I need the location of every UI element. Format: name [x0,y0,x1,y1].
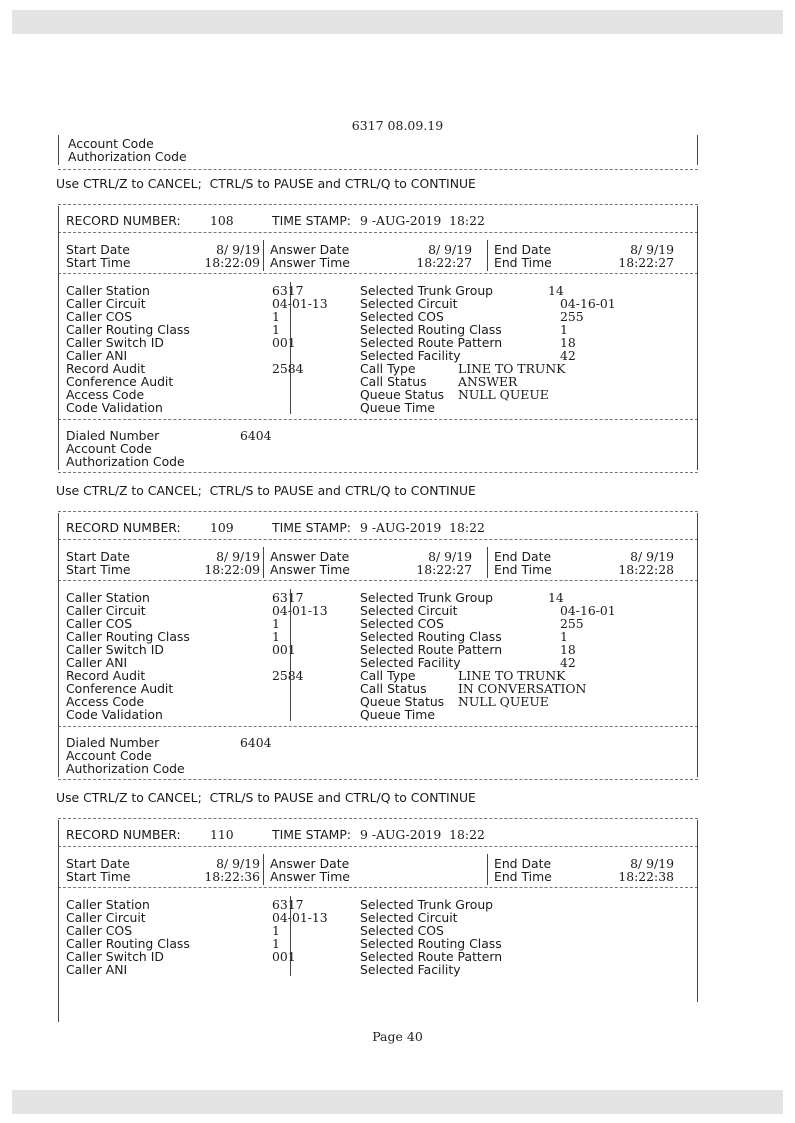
selected-route-pattern: 18 [560,335,576,350]
conference-audit-label: Conference Audit [66,374,174,389]
date-divider-2 [487,854,488,885]
record-header [58,521,698,534]
code-validation-label: Code Validation [66,707,163,722]
authorization-code-line [58,455,698,468]
selected-trunk-group-label: Selected Trunk Group [360,897,494,912]
dashed-rule [58,887,698,888]
start-time: 18:22:36 [204,869,260,884]
access-code-label: Access Code [66,694,145,709]
caller-circuit: 04-01-13 [272,910,328,925]
start-time: 18:22:09 [204,562,260,577]
selected-circuit-label: Selected Circuit [360,296,458,311]
control-notice: Use CTRL/Z to CANCEL; CTRL/S to PAUSE and CTRL/Q to CONTINUE [56,483,476,498]
account-code-label: Account Code [66,748,152,763]
end-date: 8/ 9/19 [630,856,674,871]
caller-routing-class-label: Caller Routing Class [66,322,190,337]
caller-ani-label: Caller ANI [66,962,128,977]
caller-cos-label: Caller COS [66,309,133,324]
right-border [697,820,698,1002]
time-row [58,870,698,883]
dashed-rule [58,818,698,819]
detail-row [58,963,698,976]
call-status: ANSWER [458,374,518,389]
selected-routing-class-label: Selected Routing Class [360,322,502,337]
queue-status-label: Queue Status [360,694,445,709]
call-status-label: Call Status [360,681,427,696]
queue-time-label: Queue Time [360,400,435,415]
end-date-label: End Date [494,242,552,257]
time-stamp-label: TIME STAMP: [272,520,351,535]
record-audit-label: Record Audit [66,668,146,683]
start-time: 18:22:09 [204,255,260,270]
authorization-code-label: Authorization Code [66,454,185,469]
date-divider-2 [487,547,488,578]
page-number: Page 40 [372,1029,423,1044]
dialed-number-line [58,736,698,749]
queue-time-label: Queue Time [360,707,435,722]
date-row [58,550,698,563]
selected-trunk-group-label: Selected Trunk Group [360,590,494,605]
caller-switch-id: 001 [272,949,296,964]
left-border [58,820,59,1022]
caller-circuit-label: Caller Circuit [66,910,146,925]
time-row [58,256,698,269]
date-row [58,857,698,870]
end-time-label: End Time [494,869,552,884]
caller-cos: 1 [272,923,280,938]
answer-date-label: Answer Date [270,549,350,564]
end-date: 8/ 9/19 [630,242,674,257]
dashed-rule [58,539,698,540]
answer-time-label: Answer Time [270,255,350,270]
answer-time-label: Answer Time [270,562,350,577]
call-type: LINE TO TRUNK [458,668,566,683]
answer-date-label: Answer Date [270,242,350,257]
record-audit-label: Record Audit [66,361,146,376]
selected-circuit-label: Selected Circuit [360,910,458,925]
control-notice: Use CTRL/Z to CANCEL; CTRL/S to PAUSE and CTRL/Q to CONTINUE [56,176,476,191]
caller-routing-class-label: Caller Routing Class [66,629,190,644]
selected-facility-label: Selected Facility [360,348,461,363]
conference-audit-label: Conference Audit [66,681,174,696]
caller-routing-class: 1 [272,322,280,337]
caller-station: 6317 [272,590,304,605]
start-date-label: Start Date [66,856,130,871]
caller-switch-id: 001 [272,335,296,350]
dashed-rule [58,779,698,780]
selected-cos-label: Selected COS [360,616,444,631]
dashed-rule [58,169,698,170]
call-type: LINE TO TRUNK [458,361,566,376]
start-date: 8/ 9/19 [216,242,260,257]
time-row [58,563,698,576]
left-border [58,135,59,165]
control-notice: Use CTRL/Z to CANCEL; CTRL/S to PAUSE and CTRL/Q to CONTINUE [56,790,476,805]
answer-time: 18:22:27 [416,562,472,577]
end-time: 18:22:27 [618,255,674,270]
selected-routing-class-label: Selected Routing Class [360,629,502,644]
caller-cos: 1 [272,309,280,324]
date-divider-2 [487,240,488,271]
end-date-label: End Date [494,856,552,871]
dashed-rule [58,580,698,581]
dashed-rule [58,204,698,205]
selected-facility-label: Selected Facility [360,655,461,670]
right-border [697,206,698,470]
answer-time-label: Answer Time [270,869,350,884]
record-number-label: RECORD NUMBER: [66,827,181,842]
left-border [58,206,59,470]
caller-switch-id-label: Caller Switch ID [66,335,164,350]
selected-circuit-label: Selected Circuit [360,603,458,618]
caller-circuit: 04-01-13 [272,296,328,311]
end-date-label: End Date [494,549,552,564]
start-time-label: Start Time [66,869,131,884]
record-number: 109 [210,520,234,535]
record-number-label: RECORD NUMBER: [66,520,181,535]
start-date: 8/ 9/19 [216,856,260,871]
caller-station: 6317 [272,283,304,298]
authorization-code-label: Authorization Code [66,761,185,776]
call-type-label: Call Type [360,668,416,683]
selected-facility: 42 [560,655,576,670]
selected-route-pattern-label: Selected Route Pattern [360,949,503,964]
start-date: 8/ 9/19 [216,549,260,564]
selected-routing-class: 1 [560,629,568,644]
end-time: 18:22:38 [618,869,674,884]
dialed-number: 6404 [240,428,272,443]
end-date: 8/ 9/19 [630,549,674,564]
detail-divider [290,896,291,976]
caller-switch-id-label: Caller Switch ID [66,642,164,657]
record-audit: 2584 [272,361,304,376]
selected-facility-label: Selected Facility [360,962,461,977]
caller-ani-label: Caller ANI [66,348,128,363]
time-stamp: 9 -AUG-2019 18:22 [360,520,485,535]
time-stamp-label: TIME STAMP: [272,213,351,228]
caller-cos-label: Caller COS [66,616,133,631]
caller-routing-class-label: Caller Routing Class [66,936,190,951]
caller-station: 6317 [272,897,304,912]
dialed-number-line [58,429,698,442]
start-date-label: Start Date [66,549,130,564]
answer-date: 8/ 9/19 [428,242,472,257]
account-code-label: Account Code [68,136,154,151]
date-divider-1 [263,854,264,885]
selected-cos: 255 [560,309,584,324]
code-validation-label: Code Validation [66,400,163,415]
authorization-code-line [58,762,698,775]
dashed-rule [58,511,698,512]
selected-cos: 255 [560,616,584,631]
time-stamp: 9 -AUG-2019 18:22 [360,827,485,842]
date-divider-1 [263,240,264,271]
record-number: 108 [210,213,234,228]
caller-circuit-label: Caller Circuit [66,296,146,311]
start-date-label: Start Date [66,242,130,257]
detail-divider [290,589,291,721]
caller-ani-label: Caller ANI [66,655,128,670]
account-code-label: Account Code [66,441,152,456]
record-audit: 2584 [272,668,304,683]
call-status: IN CONVERSATION [458,681,587,696]
authorization-code-label: Authorization Code [68,149,187,164]
time-stamp-label: TIME STAMP: [272,827,351,842]
call-type-label: Call Type [360,361,416,376]
right-border [697,135,698,165]
record-number-label: RECORD NUMBER: [66,213,181,228]
dashed-rule [58,472,698,473]
date-divider-1 [263,547,264,578]
detail-row [58,401,698,414]
selected-route-pattern-label: Selected Route Pattern [360,335,503,350]
selected-facility: 42 [560,348,576,363]
dashed-rule [58,273,698,274]
selected-routing-class: 1 [560,322,568,337]
dashed-rule [58,846,698,847]
selected-route-pattern: 18 [560,642,576,657]
end-time-label: End Time [494,562,552,577]
end-time-label: End Time [494,255,552,270]
caller-cos: 1 [272,616,280,631]
caller-station-label: Caller Station [66,283,150,298]
access-code-label: Access Code [66,387,145,402]
selected-trunk-group: 14 [548,283,564,298]
right-border [697,513,698,777]
dashed-rule [58,419,698,420]
caller-routing-class: 1 [272,936,280,951]
left-border [58,513,59,777]
call-status-label: Call Status [360,374,427,389]
queue-status: NULL QUEUE [458,387,549,402]
selected-route-pattern-label: Selected Route Pattern [360,642,503,657]
answer-date-label: Answer Date [270,856,350,871]
date-row [58,243,698,256]
selected-trunk-group: 14 [548,590,564,605]
caller-cos-label: Caller COS [66,923,133,938]
selected-cos-label: Selected COS [360,309,444,324]
caller-station-label: Caller Station [66,897,150,912]
record-number: 110 [210,827,234,842]
caller-routing-class: 1 [272,629,280,644]
page-header: 6317 08.09.19 [351,118,444,133]
selected-routing-class-label: Selected Routing Class [360,936,502,951]
record-header [58,828,698,841]
answer-date: 8/ 9/19 [428,549,472,564]
authorization-code-line [58,150,698,163]
dialed-number: 6404 [240,735,272,750]
caller-station-label: Caller Station [66,590,150,605]
selected-circuit: 04-16-01 [560,296,616,311]
start-time-label: Start Time [66,255,131,270]
caller-switch-id: 001 [272,642,296,657]
end-time: 18:22:28 [618,562,674,577]
caller-circuit: 04-01-13 [272,603,328,618]
start-time-label: Start Time [66,562,131,577]
selected-trunk-group-label: Selected Trunk Group [360,283,494,298]
dashed-rule [58,232,698,233]
caller-circuit-label: Caller Circuit [66,603,146,618]
record-header [58,214,698,227]
dialed-number-label: Dialed Number [66,428,160,443]
queue-status-label: Queue Status [360,387,445,402]
detail-divider [290,282,291,414]
queue-status: NULL QUEUE [458,694,549,709]
caller-switch-id-label: Caller Switch ID [66,949,164,964]
dialed-number-label: Dialed Number [66,735,160,750]
time-stamp: 9 -AUG-2019 18:22 [360,213,485,228]
selected-circuit: 04-16-01 [560,603,616,618]
detail-row [58,708,698,721]
selected-cos-label: Selected COS [360,923,444,938]
answer-time: 18:22:27 [416,255,472,270]
dashed-rule [58,726,698,727]
